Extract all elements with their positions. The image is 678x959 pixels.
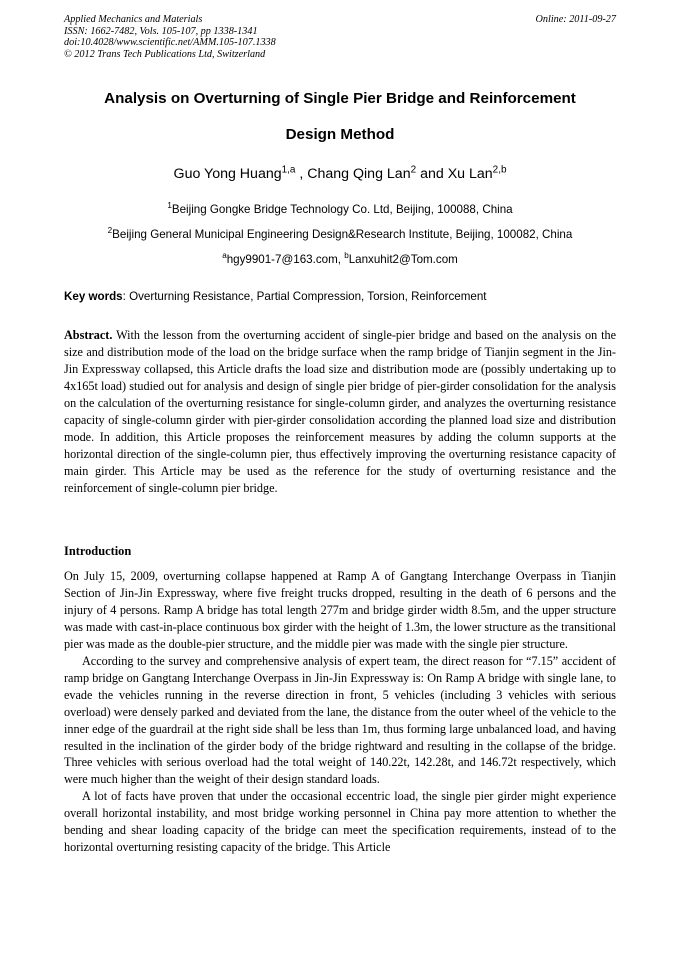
email-superscript: b	[344, 251, 349, 261]
paragraph: A lot of facts have proven that under the occasional eccentric load, the single pier girder might experience overall horizontal instability, and most bridge working personnel in China pay more attention to whether the bending and shear loading capacity of the bridge can meet the specification requirements, instead of to the horizontal overturning resisting capacity of the bridge. This Article	[64, 789, 616, 855]
section-heading-introduction: Introduction	[64, 544, 132, 558]
email-link[interactable]: hgy9901-7@163.com,	[226, 253, 341, 266]
author-name: Guo Yong Huang	[173, 166, 282, 182]
author-name: Chang Qing Lan	[307, 166, 411, 182]
online-date: Online: 2011-09-27	[535, 14, 616, 25]
issn-line: ISSN: 1662-7482, Vols. 105-107, pp 1338-1341	[64, 25, 258, 37]
affiliation-text: Beijing Gongke Bridge Technology Co. Ltd, Beijing, 100088, China	[171, 203, 513, 216]
keywords-text: : Overturning Resistance, Partial Compression, Torsion, Reinforcement	[122, 290, 487, 303]
journal-header	[64, 14, 616, 60]
affiliation-1	[64, 203, 616, 216]
author-name: Xu Lan	[447, 166, 493, 182]
author-superscript: 2,b	[492, 164, 507, 176]
author-superscript: 1,a	[281, 164, 296, 176]
abstract	[64, 327, 616, 497]
paper-title-line-1: Analysis on Overturning of Single Pier Bridge and Reinforcement	[104, 90, 576, 107]
author-superscript: 2	[410, 164, 417, 176]
paragraph: According to the survey and comprehensive analysis of expert team, the direct reason for “7.15” accident of ramp bridge on Gangtang Interchange Overpass in Jin-Jin Expressway is: On Ramp A bridge with single lane, to evade the vehicles running in the reverse direction in front, 5 vehicles (including 3 vehicles with serious overload) were densely parked and deviated from the lane, the distance from the outer wheel of the vehicle to the inner edge of the guardrail at the right side shall be less than 1m, thus forming large unbalanced load, and having resulted in the inclination of the girder body of the bridge rightward and resulting in the collapse of the bridge. Three vehicles with serious overload had the total weight of 140.22t, 142.28t, and 146.72t respectively, which were much higher than the weight of their design standard loads.	[64, 653, 616, 787]
author-conjunction: and	[420, 166, 444, 182]
email-link[interactable]: Lanxuhit2@Tom.com	[348, 253, 458, 266]
doi-line: doi:10.4028/www.scientific.net/AMM.105-107.1338	[64, 37, 276, 49]
paragraph: On July 15, 2009, overturning collapse happened at Ramp A of Gangtang Interchange Overpass in Tianjin Section of Jin-Jin Expressway, where five freight trucks dropped, resulting in the death of 6 persons and the injury of 4 persons. Ramp A bridge has total length 277m and bridge girder width 8.5m, and the upper structure was made with cast-in-place continuous box girder with the height of 1.3m, the lower structure as the transitional pier was made as the double-pier structure, and the middle pier was made with the single pier structure.	[64, 569, 617, 651]
email-superscript: a	[222, 251, 227, 261]
affiliation-superscript: 2	[107, 226, 113, 236]
keywords	[64, 290, 616, 303]
author-emails	[64, 253, 616, 266]
abstract-label: Abstract.	[64, 328, 113, 342]
affiliation-2	[64, 228, 616, 241]
affiliation-text: Beijing General Municipal Engineering Design&Research Institute, Beijing, 100082, China	[112, 228, 573, 241]
affiliation-superscript: 1	[167, 201, 172, 211]
keywords-label: Key words	[64, 290, 123, 303]
abstract-text: With the lesson from the overturning accident of single-pier bridge and based on the analysis on the size and distribution mode of the load on the bridge surface when the ramp bridge of Tianjin segment in the Jin-Jin Expressway collapsed, this Article drafts the load size and distribution mode are (possibly undertaking up to 4x165t load) studied out for analysis and design of single pier bridge of pier-girder consolidation for the analysis on the calculation of the overturning resistance for single-column girder, and analyzes the overturning resistance capacity of single-column girder with pier-girder consolidation according the planned load size and distribution mode. In addition, this Article proposes the reinforcement measures by adding the column supports at the horizontal direction of the single-column pier, thus effectively improving the overturning resistance capacity of main girder. This Article may be used as the reference for the study of overturning resistance and the reinforcement of single-column pier bridge.	[64, 328, 616, 495]
introduction-body	[64, 568, 616, 856]
copyright-line: © 2012 Trans Tech Publications Ltd, Switzerland	[64, 48, 266, 60]
paper-title-line-2: Design Method	[285, 126, 395, 143]
journal-name: Applied Mechanics and Materials	[64, 14, 203, 25]
author-list: Guo Yong Huang$^{1,a}$ , Chang Qing Lan$^2$ and Xu Lan$^{2,b}$	[173, 164, 507, 182]
